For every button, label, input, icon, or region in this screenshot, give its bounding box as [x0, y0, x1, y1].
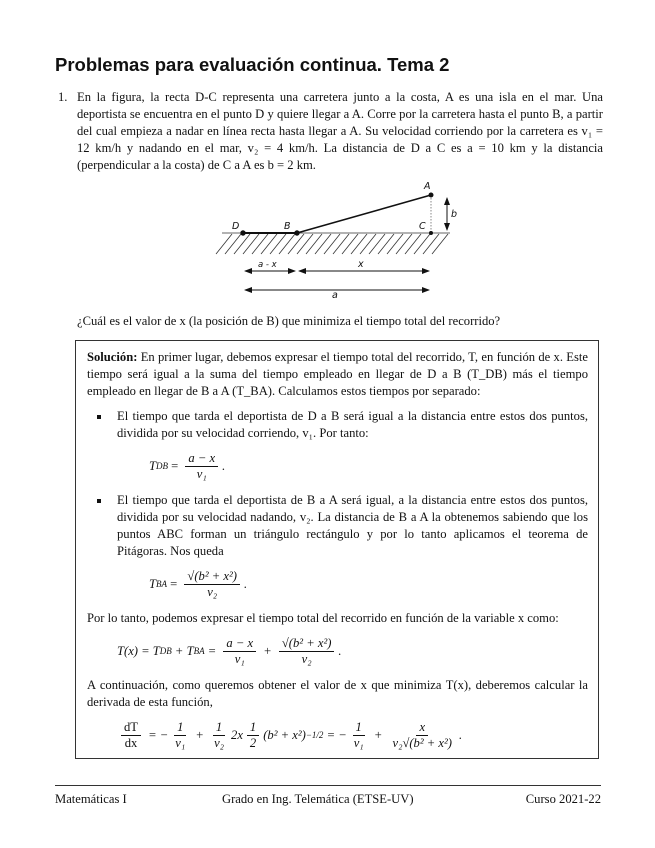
footer-right: Curso 2021-22 — [525, 792, 601, 806]
swim-path — [297, 195, 431, 233]
solution-paragraph: Por lo tanto, podemos expresar el tiempo total del recorrido en función de la variable x como: — [87, 611, 559, 625]
point-A — [429, 193, 434, 198]
bullet-item: El tiempo que tarda el deportista de D a B será igual a la distancia entre estos dos puntos, dividida por su velocidad corriendo, v₁. Por tanto: — [117, 409, 588, 440]
hatch-line — [216, 234, 232, 254]
label-A: A — [424, 181, 431, 192]
label-b: b — [451, 209, 458, 220]
solution-box — [75, 340, 599, 759]
problem-number: 1. — [58, 90, 68, 104]
footer-divider — [55, 785, 601, 786]
point-B — [294, 230, 299, 235]
hatch-line — [315, 234, 331, 254]
coast-hatching — [216, 233, 450, 254]
footer-left: Matemáticas I — [55, 792, 127, 806]
label-B: B — [284, 221, 291, 232]
solution-intro: En primer lugar, debemos expresar el tiempo total del recorrido, T, en función de x. Este tiempo será igual a la suma del tiempo empleado en llegar de D a B (T_DB) más el tiempo empleado en llegar de B a A (T_BA). Calculamos estos tiempos por separado: — [87, 350, 588, 398]
hatch-line — [414, 234, 430, 254]
label-D: D — [232, 221, 240, 232]
hatch-line — [333, 234, 349, 254]
label-C: C — [419, 221, 426, 232]
label-x: x — [358, 259, 364, 270]
hatch-line — [342, 234, 358, 254]
problem-question: ¿Cuál es el valor de x (la posición de B) que minimiza el tiempo total del recorrido? — [77, 314, 501, 328]
page-title: Problemas para evaluación continua. Tema 2 — [55, 54, 450, 75]
hatch-line — [234, 234, 250, 254]
hatch-line — [423, 234, 439, 254]
hatch-line — [279, 234, 295, 254]
hatch-line — [387, 234, 403, 254]
hatch-line — [225, 234, 241, 254]
hatch-line — [288, 234, 304, 254]
equation-tba: T BA = $\frac{\text{√(b² + x²)}}{\text{v₂}}$ . — [149, 569, 248, 599]
hatch-line — [324, 234, 340, 254]
equation-tdb: T DB = $\frac{a - x}{\text{v₁}}$ . — [149, 451, 226, 481]
label-a: a — [332, 290, 338, 301]
hatch-line — [396, 234, 412, 254]
hatch-line — [405, 234, 421, 254]
hatch-line — [306, 234, 322, 254]
hatch-line — [270, 234, 286, 254]
problem-text: En la figura, la recta D-C representa una carretera junto a la costa, A es una isla en el mar. Una deportista se encuentra en el punto D y quiere llegar a A. Corre por la carretera hasta el punto B, a partir del cual empieza a nadar en línea recta hasta llegar a A. Su velocidad corriendo por la carretera es v₁ = 12 km/h y nadando en el mar, v₂ = 4 km/h. La distancia de D a C es a = 10 km y la distancia (perpendicular a la costa) de C a A es b = 2 km. — [77, 90, 603, 172]
hatch-line — [243, 234, 259, 254]
hatch-line — [297, 234, 313, 254]
footer-center: Grado en Ing. Telemática (ETSE-UV) — [222, 792, 414, 806]
equation-derivative: $\frac{dT}{dx}$ = − $\frac{1}{\text{v₁}}$ + $\frac{1}{\text{v₂}}$ 2x $\frac{1}{2}$ (b² + x²) −1/2 = − $\frac{1}{\text{v₁}}$ + $\frac{x}{\text{v₂√(b² + x²)}}$ . — [117, 720, 588, 751]
bullet-item: El tiempo que tarda el deportista de B a A será igual, a la distancia entre estos dos puntos, dividida por su velocidad nadando, v₂. La distancia de B a A la obtenemos sabiendo que los puntos ABC forman un triángulo rectángulo y por lo tanto aplicamos el teorema de Pitágoras. Nos queda — [117, 493, 588, 558]
solution-label: Solución: — [87, 350, 138, 364]
hatch-line — [432, 234, 448, 254]
point-C — [429, 231, 433, 235]
point-D — [240, 230, 245, 235]
hatch-line — [378, 234, 394, 254]
label-a-minus-x: a - x — [258, 260, 277, 270]
hatch-line — [351, 234, 367, 254]
solution-paragraph: A continuación, como queremos obtener el valor de x que minimiza T(x), deberemos calcular la derivada de esta función, — [87, 678, 588, 709]
hatch-line — [252, 234, 268, 254]
hatch-line — [360, 234, 376, 254]
hatch-line — [261, 234, 277, 254]
equation-total-time: T(x) = T DB + T BA = $\frac{a - x}{\text{v₁}}$ + $\frac{\text{√(b² + x²)}}{\text{v₂}}$ . — [117, 636, 342, 666]
hatch-line — [369, 234, 385, 254]
